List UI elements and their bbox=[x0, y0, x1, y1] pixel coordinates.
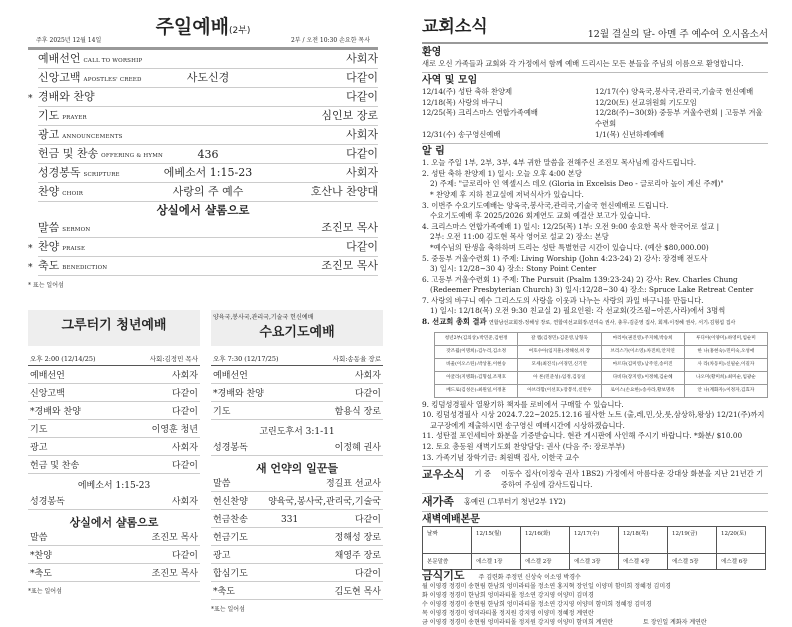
item-person: 조진모 목사 bbox=[321, 259, 378, 272]
order-item bbox=[211, 474, 383, 492]
notice-line: 3. 이번주 수요기도예배는 양육국,봉사국,관리국,기술국 헌신예배로 드립니다. bbox=[422, 200, 669, 210]
group-cell: 사 라(차동미):신필순,이길자 bbox=[684, 358, 767, 371]
notice-8-label: 8. 선교회 총회 결과 bbox=[422, 317, 487, 327]
group-row bbox=[435, 332, 768, 345]
dawn-cell: 12/16(화) bbox=[521, 527, 570, 554]
item-person: 조진모 목사 bbox=[151, 533, 198, 543]
group-cell: 아브라함(이선호):장봉석,신만우 bbox=[518, 384, 601, 397]
item-label bbox=[38, 238, 85, 254]
item-korean: 찬양 bbox=[38, 185, 60, 198]
group-cell: 갈 렙(김정민):김준영,남형욱 bbox=[518, 332, 601, 345]
group-cell: 나오미(황미희):최미순,임광순 bbox=[684, 371, 767, 384]
order-item bbox=[28, 564, 200, 582]
order-item bbox=[28, 384, 200, 402]
item-person: 조진모 목사 bbox=[321, 221, 378, 234]
order-item bbox=[211, 546, 383, 564]
item-person: 다같이 bbox=[346, 240, 378, 253]
item-english: PRAISE bbox=[62, 246, 86, 252]
item-person: 정해성 장로 bbox=[334, 533, 381, 543]
item-label: 헌금찬송 bbox=[213, 515, 248, 525]
item-label bbox=[38, 107, 87, 123]
order-item bbox=[28, 238, 378, 257]
wed-scripture-ref: 고린도후서 3:1-11 bbox=[259, 427, 335, 437]
member-news-heading: 교우소식 bbox=[422, 468, 465, 482]
fasting-names: 화 이영경 정경미 한남희 엉미라티몰 정소연 강지영 이양미 김미경 bbox=[422, 592, 594, 600]
item-korean: 경배와 찬양 bbox=[38, 90, 95, 103]
item-english: CHOIR bbox=[62, 191, 84, 197]
wed-title: 수요기도예배 bbox=[259, 325, 335, 340]
item-person: 사회자 bbox=[346, 128, 378, 141]
standing-mark: * bbox=[28, 263, 33, 273]
group-cell: 아굴라(지병화):김형섭,조재호 bbox=[435, 371, 518, 384]
group-cell: 모세(최진식):이경민,신기만 bbox=[518, 358, 601, 371]
item-person: 다같이 bbox=[346, 90, 378, 103]
item-label: 광고 bbox=[30, 443, 48, 453]
item-label: 헌금기도 bbox=[213, 533, 248, 543]
dawn-cell: 12/18(목) bbox=[619, 527, 668, 554]
item-label bbox=[38, 50, 142, 66]
order-item bbox=[211, 492, 383, 510]
item-label: 성경봉독 bbox=[30, 497, 65, 507]
fasting-line bbox=[422, 618, 768, 627]
event-item: 12/14(주) 성탄 축하 찬양제 bbox=[422, 87, 513, 97]
fasting-line bbox=[422, 600, 768, 609]
standing-note: * 표는 일어섬 bbox=[28, 282, 64, 289]
group-row bbox=[435, 384, 768, 397]
item-english: APOSTLES' CREED bbox=[83, 77, 142, 83]
item-label bbox=[38, 145, 163, 161]
order-item bbox=[38, 107, 378, 126]
order-item bbox=[28, 366, 200, 384]
notice-line: 11. 성탄절 포인세티아 화분을 기증받습니다. 현관 게시판에 사인해 주시기 바랍니다. *화분/ $10.00 bbox=[422, 431, 743, 441]
dawn-cell: 에스겔 5장 bbox=[668, 554, 717, 570]
dawn-cell: 12/17(수) bbox=[570, 527, 619, 554]
item-label bbox=[38, 88, 95, 104]
item-person: 함용식 장로 bbox=[334, 407, 381, 417]
item-english: SERMON bbox=[62, 227, 91, 233]
item-korean: 기도 bbox=[38, 109, 60, 122]
notice-line: 12. 토요 총동원 새벽기도회 찬양담당: 권사 (다음 주: 장로부부) bbox=[422, 442, 625, 452]
item-person: 채영주 장로 bbox=[334, 551, 381, 561]
item-label: 신앙고백 bbox=[30, 389, 65, 399]
group-cell: 브리스가(이소영):차진희,안지연 bbox=[601, 345, 684, 358]
dawn-cell: 에스겔 4장 bbox=[619, 554, 668, 570]
item-english: BENEDICTION bbox=[62, 265, 108, 271]
new-family-text: 홍예린 (그루터기 청년2부 1Y2) bbox=[463, 497, 566, 507]
dawn-cell: 본문말씀 bbox=[423, 554, 472, 570]
item-label: *경배와 찬양 bbox=[213, 389, 264, 399]
item-korean: 성경봉독 bbox=[38, 166, 81, 179]
notice-line: 9. 킹덤성경필사 열왕기하 책자를 로비에서 구매할 수 있습니다. bbox=[422, 399, 624, 409]
notice-line: * 찬양제 후 지하 친교실에 저녁식사가 있습니다. bbox=[430, 189, 584, 199]
order-item bbox=[211, 384, 383, 402]
order-item bbox=[211, 366, 383, 384]
item-english: ANNOUNCEMENTS bbox=[62, 134, 123, 140]
fasting-line bbox=[422, 609, 768, 618]
dawn-cell: 에스겔 6장 bbox=[717, 554, 766, 570]
item-person: 다같이 bbox=[346, 71, 378, 84]
item-korean: 헌금 및 찬송 bbox=[38, 147, 99, 160]
standing-note: *표는 일어섬 bbox=[28, 588, 62, 595]
dawn-cell: 12/20(토) bbox=[717, 527, 766, 554]
event-item: 12/18(목) 사랑의 바구니 bbox=[422, 97, 503, 107]
events-heading: 사역 및 모임 bbox=[422, 75, 478, 87]
group-cell: 바울(이오스틴):박상훈,이현승 bbox=[435, 358, 518, 371]
item-label: 헌금 및 찬송 bbox=[30, 461, 80, 471]
group-cell: 아 론(민준성):임정,김동일 bbox=[518, 371, 601, 384]
item-detail: 331 bbox=[281, 515, 299, 525]
item-person: 사회자 bbox=[171, 371, 198, 381]
month-theme: 12월 결실의 달- 아멘 주 예수여 오시옵소서 bbox=[587, 29, 768, 40]
item-label: 예배선언 bbox=[30, 371, 65, 381]
notice-line: 10. 킹덤성경필사 시상 2024.7.22~2025.12.16 필사한 노트 (출,레,민,삿,룻,삼상하,왕상) 12/21(주)까지 bbox=[422, 410, 765, 420]
church-news bbox=[422, 17, 768, 627]
item-label bbox=[38, 257, 107, 273]
item-label bbox=[38, 183, 83, 199]
dawn-cell: 에스겔 3장 bbox=[570, 554, 619, 570]
item-english: SCRIPTURE bbox=[83, 172, 120, 178]
item-person: 다같이 bbox=[346, 147, 378, 160]
dawn-cell: 에스겔 1장 bbox=[472, 554, 521, 570]
welcome-heading: 환영 bbox=[422, 46, 442, 58]
order-item bbox=[211, 402, 383, 420]
new-family-heading: 새가족 bbox=[422, 495, 454, 509]
youth-time: 오후 2:00 (12/14/25) bbox=[30, 355, 96, 363]
event-item: 12/20(토) 선교위원회 기도모임 bbox=[595, 97, 697, 107]
dawn-cell: 날짜 bbox=[423, 527, 472, 554]
fasting-names: 목 이영경 정경미 엉미라티몰 정지원 강지영 이양미 정혜정 계연란 bbox=[422, 610, 594, 618]
order-item bbox=[211, 564, 383, 582]
fasting-names: 금 이영경 정경미 송현림 엉미라티몰 정지원 강지영 이양미 함미희 계연란 bbox=[422, 619, 614, 627]
fasting-heading: 금식기도 bbox=[422, 569, 465, 583]
item-label: 성경봉독 bbox=[213, 443, 248, 453]
notice-line: 2) 주제: "글로리아 인 엑셀시스 데오 (Gloria in Excelsis Deo - 글로리아 높이 계신 주께)" bbox=[430, 179, 724, 189]
item-detail: 사랑의 주 예수 bbox=[172, 185, 244, 198]
item-english: OFFERING & HYMN bbox=[101, 153, 164, 159]
group-cell: 여호수아(임지훈):정해성,허 장 bbox=[518, 345, 601, 358]
order-item bbox=[28, 257, 378, 276]
fasting-sunday: 주 김련화 주정민 신상숙 이소영 박경수 bbox=[478, 574, 581, 582]
item-korean: 축도 bbox=[38, 259, 60, 272]
item-label bbox=[38, 126, 123, 142]
order-item bbox=[38, 50, 378, 69]
item-person: 심인보 장로 bbox=[321, 109, 378, 122]
item-label: 헌신찬양 bbox=[213, 497, 248, 507]
item-person: 사회자 bbox=[354, 371, 381, 381]
item-person: 사회자 bbox=[171, 443, 198, 453]
order-item bbox=[38, 183, 378, 202]
standing-note: *표는 일어섬 bbox=[211, 606, 245, 613]
item-label: 기도 bbox=[30, 425, 48, 435]
sunday-service bbox=[28, 12, 378, 289]
standing-mark: * bbox=[28, 94, 33, 104]
mission-groups-table bbox=[434, 332, 768, 398]
item-person: 이영훈 청년 bbox=[151, 425, 198, 435]
notice-line: 2부: 오전 11:00 김도현 목사 영어로 설교 2) 장소: 본당 bbox=[430, 232, 609, 242]
notice-line: 13. 가족기념 장학기금: 최원백 집사, 이한국 교수 bbox=[422, 452, 580, 462]
notice-line: 7. 사랑의 바구니 예수 그리스도의 사랑을 이웃과 나누는 사랑의 과일 바구니를 만듭니다. bbox=[422, 295, 704, 305]
notice-line: 교구장에게 제출하시면 송구영신 예배시간에 시상하겠습니다. bbox=[430, 420, 625, 430]
member-news-label: 기 증 bbox=[474, 469, 491, 479]
item-person: 사회자 bbox=[346, 52, 378, 65]
item-person: 사회자 bbox=[171, 497, 198, 507]
order-item bbox=[28, 420, 200, 438]
notices-heading: 알 림 bbox=[422, 146, 445, 158]
dawn-cell: 12/19(금) bbox=[668, 527, 717, 554]
notice-line: 6. 고등부 겨울수련회 1) 주제: The Pursuit (Psalm 139:23-24) 2) 강사: Rev. Charles Chung bbox=[422, 274, 738, 284]
item-label: 기도 bbox=[213, 407, 231, 417]
group-cell: 다비다(장지영):이정혜,김순혜 bbox=[601, 371, 684, 384]
order-item bbox=[28, 438, 200, 456]
notice-line: 1) 일시: 12/18(목) 오전 9:30 친교실 2) 필요인원: 각 선교회(갓즈윌~아론,사라)에서 3명씩 bbox=[430, 306, 726, 316]
wed-leader: 사회:송동율 장로 bbox=[332, 355, 381, 363]
notice-line: 2. 성탄 축하 찬양제 1) 일시: 오늘 오후 4:00 본당 bbox=[422, 168, 582, 178]
item-korean: 광고 bbox=[38, 128, 60, 141]
order-item bbox=[28, 528, 200, 546]
notice-line: *예수님의 탄생을 축하하며 드리는 성탄 특별헌금 시간이 있습니다. (예산 $80,000.00) bbox=[430, 242, 709, 252]
notice-line: 1. 오늘 주일 1부, 2부, 3부, 4부 귀한 말씀을 전해주신 조진모 목사님께 감사드립니다. bbox=[422, 158, 697, 168]
item-person: 다같이 bbox=[171, 461, 198, 471]
order-item bbox=[28, 546, 200, 564]
order-item bbox=[38, 126, 378, 145]
youth-scripture-ref: 에베소서 1:15-23 bbox=[77, 481, 151, 491]
welcome-text: 새로 오신 가족들과 교회와 각 가정에서 함께 예배 드리시는 모든 분들을 주님의 이름으로 환영합니다. bbox=[422, 58, 744, 68]
item-label: *축도 bbox=[213, 587, 235, 597]
standing-mark: * bbox=[28, 244, 33, 254]
service-date: 주후 2025년 12월 14일 bbox=[36, 37, 102, 44]
item-label: 광고 bbox=[213, 551, 231, 561]
youth-leader: 사회:김정민 목사 bbox=[149, 355, 198, 363]
youth-title: 그루터기 청년예배 bbox=[28, 310, 200, 346]
youth-service bbox=[28, 310, 200, 595]
event-item: 12/17(수) 양육국,봉사국,관리국,기술국 헌신예배 bbox=[595, 87, 754, 97]
item-label bbox=[38, 219, 90, 235]
item-detail: 사도신경 bbox=[186, 71, 230, 84]
item-korean: 신앙고백 bbox=[38, 71, 81, 84]
wed-sermon-title: 새 언약의 일꾼들 bbox=[255, 462, 339, 475]
item-person: 다같이 bbox=[171, 551, 198, 561]
item-person: 사회자 bbox=[346, 166, 378, 179]
item-label: *축도 bbox=[30, 569, 52, 579]
group-cell: 마리아(권진영):주지혜,박승희 bbox=[601, 332, 684, 345]
notice-line: 3) 일시: 12/28~30 4) 장소: Stony Point Center bbox=[430, 264, 597, 274]
dawn-service-heading: 새벽예배본문 bbox=[422, 514, 480, 526]
order-item bbox=[38, 164, 378, 183]
item-person: 김도현 목사 bbox=[334, 587, 381, 597]
order-item bbox=[211, 510, 383, 528]
order-item bbox=[38, 69, 378, 88]
event-item: 1/1(목) 신년하례예배 bbox=[595, 129, 665, 139]
group-cell: 청년2부(김의상):박민준,김현정 bbox=[435, 332, 518, 345]
item-label bbox=[38, 69, 142, 85]
item-english: PRAYER bbox=[62, 115, 87, 121]
group-cell: 마르다(김미영):남주연,송미진 bbox=[601, 358, 684, 371]
item-person: 호산나 찬양대 bbox=[310, 185, 378, 198]
item-person: 다같이 bbox=[354, 515, 381, 525]
member-news-text: 이동수 집사(이정숙 권사 1BS2) 가정에서 아름다운 강대상 화분을 지난 21년간 기증하여 주심에 감사드립니다. bbox=[500, 469, 764, 489]
wed-subtitle: 양육국,봉사국,관리국,기술국 헌신예배 bbox=[213, 314, 314, 321]
item-person: 다같이 bbox=[171, 407, 198, 417]
order-item bbox=[211, 582, 383, 600]
service-time: 2부 / 오전 10:30 손요한 목사 bbox=[290, 37, 370, 44]
item-korean: 예배선언 bbox=[38, 52, 81, 65]
group-cell: 루디아(이양미):하영미,임순미 bbox=[684, 332, 767, 345]
item-detail: 436 bbox=[197, 148, 219, 161]
item-label: 말씀 bbox=[213, 479, 231, 489]
group-cell: 베드로(김성온):최원일,이정훈 bbox=[435, 384, 518, 397]
item-label: 말씀 bbox=[30, 533, 48, 543]
group-cell: 안 나(계화자):이정자,김효자 bbox=[684, 384, 767, 397]
sermon-title: 상실에서 샬롬으로 bbox=[156, 203, 250, 217]
group-row bbox=[435, 345, 768, 358]
notice-line: (Redeemer Presbyterian Church) 3) 일시:12/28~30 4) 장소: Spruce Lake Retreat Center bbox=[430, 285, 754, 295]
fasting-line bbox=[422, 591, 768, 600]
event-item: 12/31(수) 송구영신예배 bbox=[422, 129, 501, 139]
notice-line: 5. 중등부 겨울수련회 1) 주제: Living Worship (John 4:23-24) 2) 강사: 장경배 전도사 bbox=[422, 253, 708, 263]
item-person: 정길표 선교사 bbox=[325, 479, 381, 489]
event-item: 12/28(주)~30(화) 중등부 겨울수련회 | 고등부 겨울수련회 bbox=[595, 108, 763, 128]
dawn-row bbox=[423, 554, 766, 570]
item-korean: 찬양 bbox=[38, 240, 60, 253]
item-person: 다같이 bbox=[354, 389, 381, 399]
dawn-cell: 에스겔 2장 bbox=[521, 554, 570, 570]
item-label: 예배선언 bbox=[213, 371, 248, 381]
item-person: 다같이 bbox=[171, 389, 198, 399]
fasting-saturday: 토 장인일 계화자 계연란 bbox=[643, 619, 707, 627]
group-row bbox=[435, 371, 768, 384]
item-person: 이정혜 권사 bbox=[334, 443, 381, 453]
item-korean: 말씀 bbox=[38, 221, 60, 234]
order-item bbox=[38, 219, 378, 238]
wed-time: 오후 7:30 (12/17/25) bbox=[213, 355, 279, 363]
group-row bbox=[435, 358, 768, 371]
item-label: 합심기도 bbox=[213, 569, 248, 579]
order-item bbox=[28, 88, 378, 107]
item-label: *찬양 bbox=[30, 551, 52, 561]
item-label bbox=[38, 164, 120, 180]
group-cell: 한 나(홍현숙):민미숙,오성애 bbox=[684, 345, 767, 358]
order-item bbox=[38, 145, 378, 164]
page-title: 주일예배(2부) bbox=[155, 16, 251, 38]
fasting-line bbox=[422, 582, 768, 591]
wednesday-service bbox=[211, 310, 383, 613]
fasting-names: 월 이영경 정경미 송현림 한남희 엉미라티몰 정소연 홍지혁 장인일 이양미 함미희 정혜정 김미경 bbox=[422, 583, 671, 591]
item-person: 다같이 bbox=[354, 569, 381, 579]
item-english: CALL TO WORSHIP bbox=[83, 58, 143, 64]
group-cell: 갓즈윌(이명희):김누리,김소정 bbox=[435, 345, 518, 358]
dawn-service-table bbox=[422, 526, 766, 570]
item-person: 조진모 목사 bbox=[151, 569, 198, 579]
group-cell: 로이스(손요한):송사라,황보명옥 bbox=[601, 384, 684, 397]
notice-line: 수요기도예배 후 2025/2026 회계연도 교회 예결산 보고가 있습니다. bbox=[430, 211, 651, 221]
order-item bbox=[28, 402, 200, 420]
fasting-names: 수 이영경 정경미 송현림 한남희 엉미라티몰 정소연 강지영 이양미 함미희 정혜정 김미경 bbox=[422, 601, 652, 609]
order-item bbox=[211, 528, 383, 546]
item-person: 양육국,봉사국,관리국,기술국 bbox=[268, 497, 381, 507]
item-label: *경배와 찬양 bbox=[30, 407, 81, 417]
item-detail: 에베소서 1:15-23 bbox=[163, 166, 253, 179]
notice-8-detail: 연합남선교회장:정해성 장로, 연합여선교회장:민미숙 권사, 총무:김준영 집사, 회계:이정혜 권사, 서기:김형섭 집사 bbox=[488, 320, 736, 327]
event-item: 12/25(목) 크리스마스 연합가족예배 bbox=[422, 108, 538, 118]
news-title: 교회소식 bbox=[422, 17, 488, 37]
notice-line: 4. 크리스마스 연합가족예배 1) 일시: 12/25(목) 1부: 오전 9:00 송요한 목사 한국어로 설교 | bbox=[422, 221, 720, 231]
youth-sermon-title: 상실에서 샬롬으로 bbox=[69, 516, 159, 529]
order-item bbox=[28, 456, 200, 474]
dawn-cell: 12/15(월) bbox=[472, 527, 521, 554]
dawn-row bbox=[423, 527, 766, 554]
